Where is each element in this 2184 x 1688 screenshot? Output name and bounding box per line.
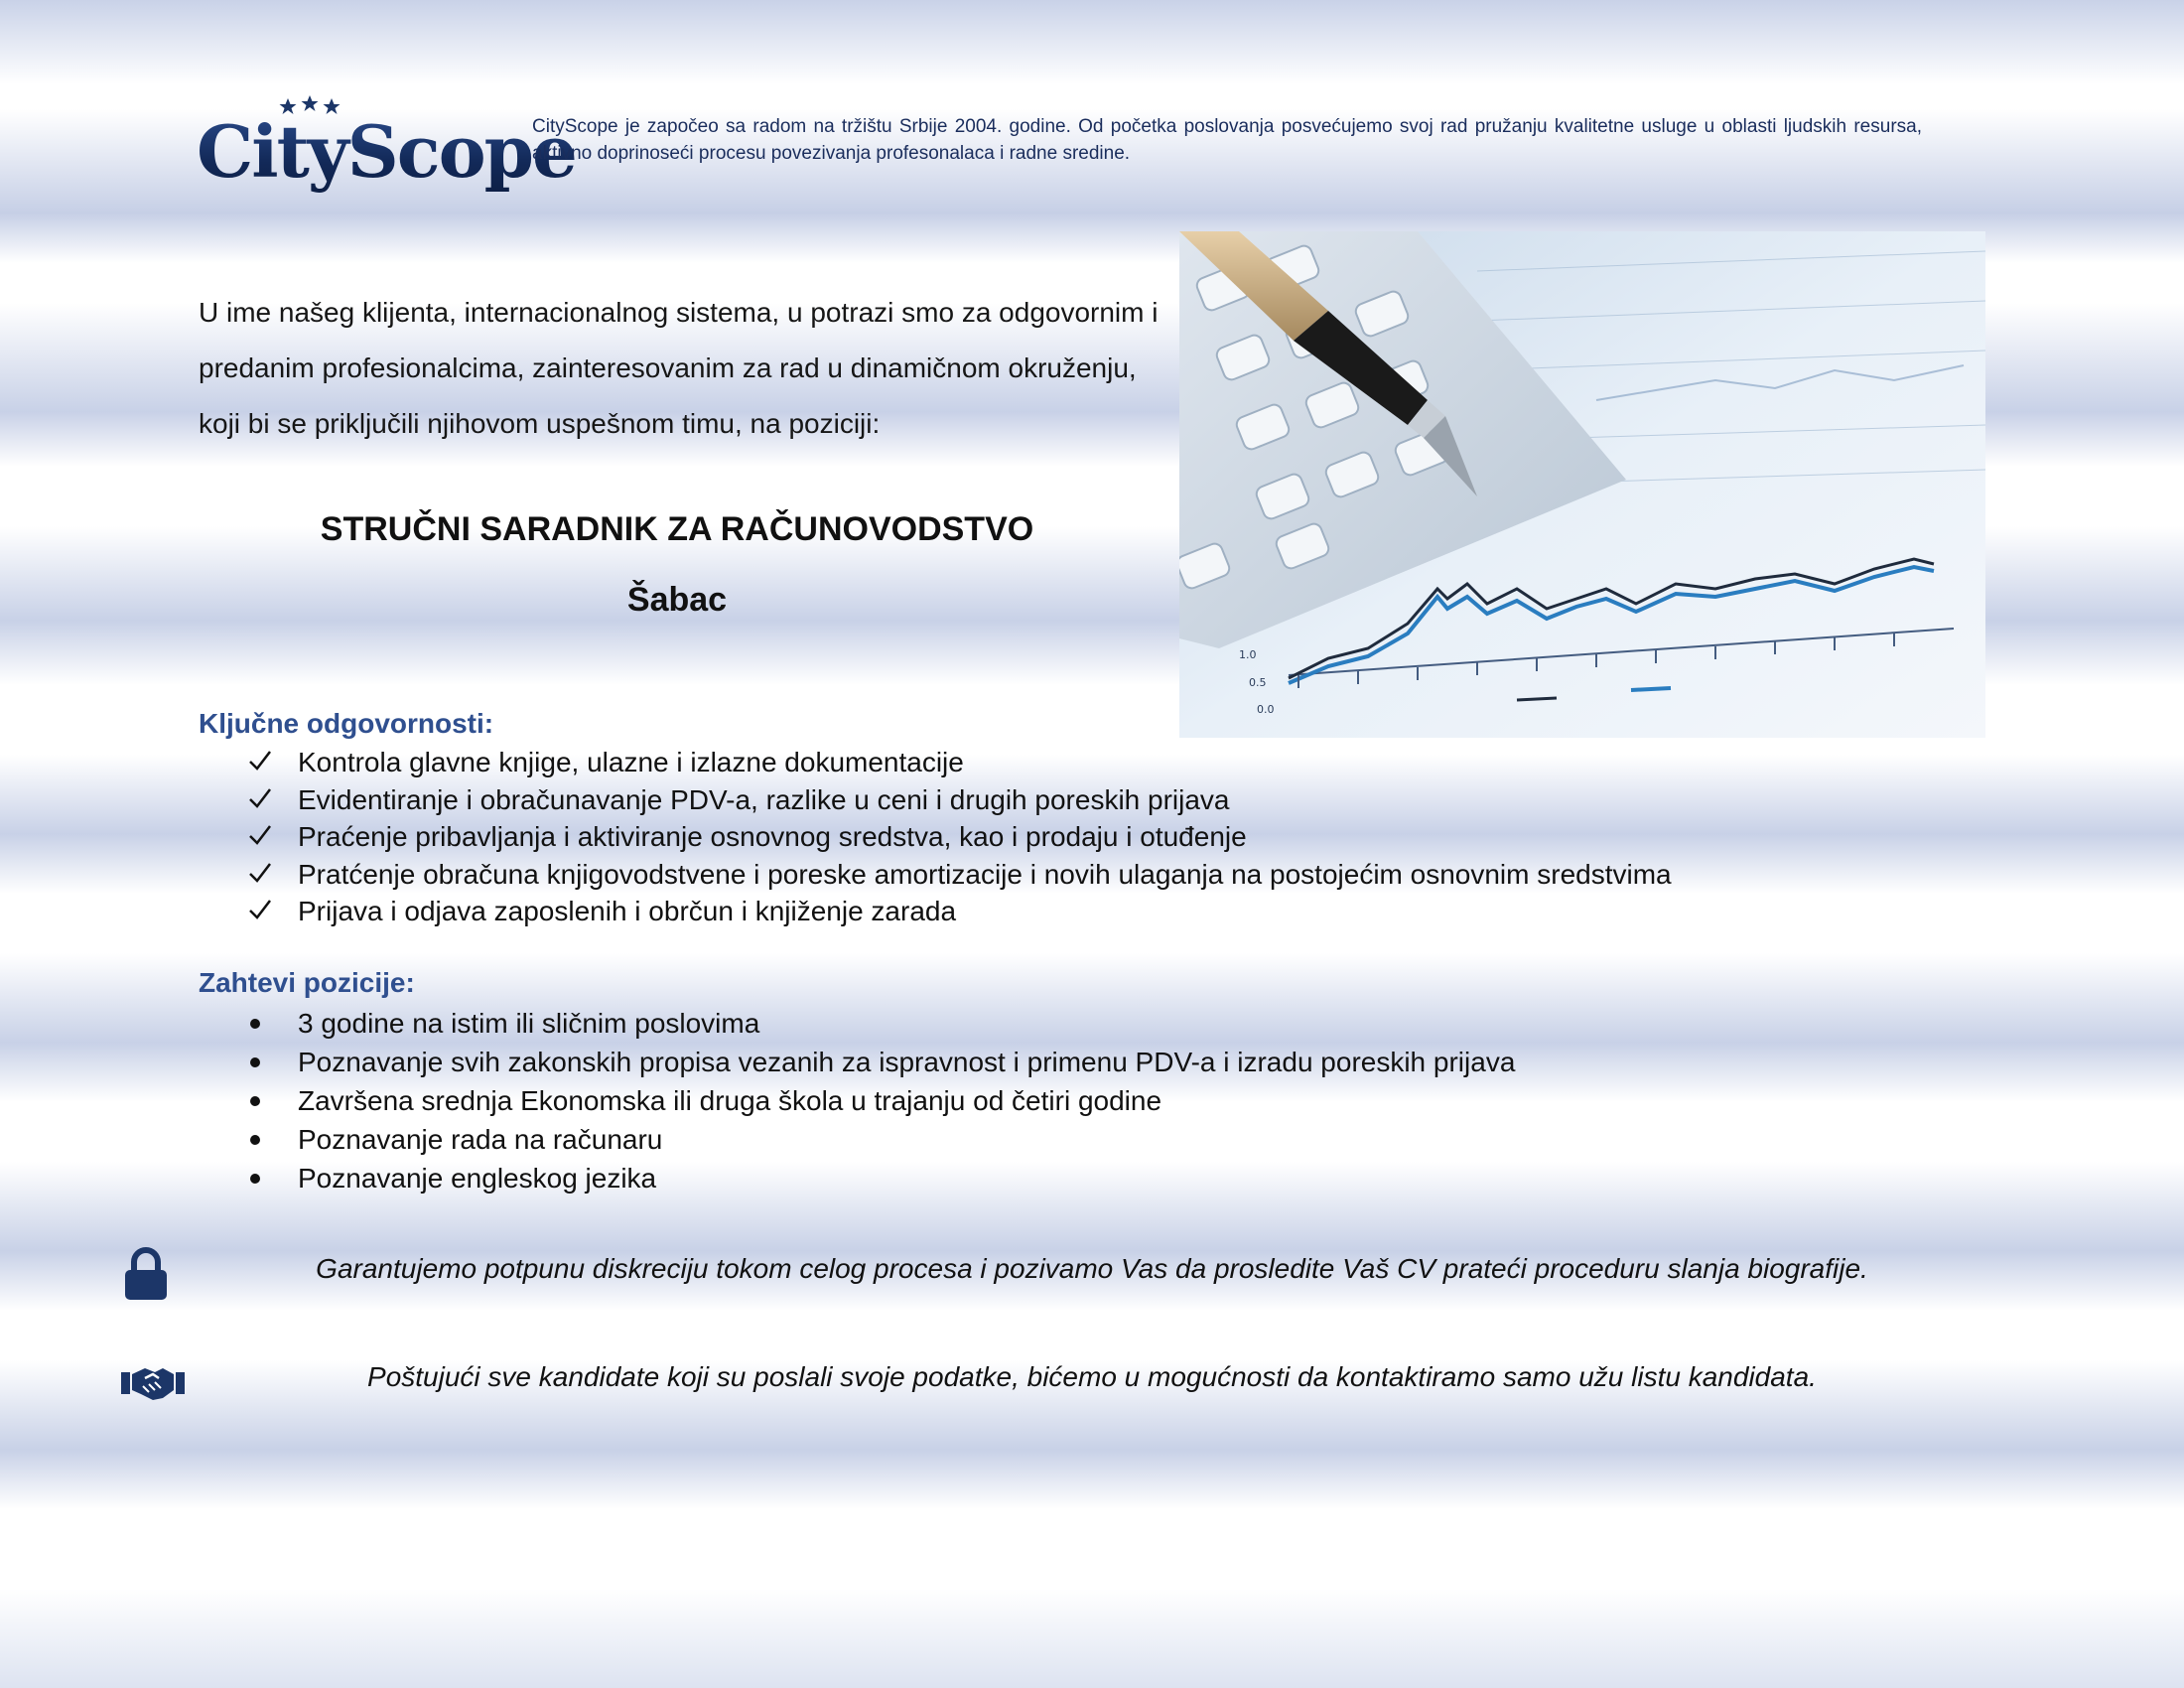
checkmark-icon: [248, 856, 272, 894]
list-item-text: Evidentiranje i obračunavanje PDV-a, razlike u ceni i drugih poreskih prijava: [298, 783, 1230, 815]
list-item-text: Kontrola glavne knjige, ulazne i izlazne dokumentacije: [298, 747, 964, 777]
contact-note: Poštujući sve kandidate koji su poslali svoje podatke, bićemo u mogućnosti da kontaktiramo samo užu listu kandidata.: [367, 1361, 1817, 1392]
lock-icon: [123, 1247, 169, 1306]
list-item-text: Praćenje pribavljanja i aktiviranje osnovnog sredstva, kao i prodaju i otuđenje: [298, 821, 1247, 852]
list-item: [199, 818, 1672, 856]
list-item-text: Pratćenje obračuna knjigovodstvene i poreske amortizacije i novih ulaganja na postojećim osnovnim sredstvima: [298, 858, 1672, 890]
requirements-list: [199, 1004, 1515, 1197]
list-item: [199, 1120, 1515, 1159]
bullet-icon: [250, 1174, 260, 1184]
list-item: [199, 1043, 1515, 1081]
job-title: STRUČNI SARADNIK ZA RAČUNOVODSTVO: [320, 510, 1034, 548]
company-intro: CityScope je započeo sa radom na tržištu Srbije 2004. godine. Od početka poslovanja posvećujemo svoj rad pružanju kvalitetne usluge u oblasti ljudskih resursa, aktivno doprinoseći procesu povezivanja profesonalaca i radne sredine.: [532, 116, 1922, 164]
bullet-icon: [250, 1057, 260, 1067]
discretion-note: Garantujemo potpunu diskreciju tokom celog procesa i pozivamo Vas da prosledite Vaš CV prateći proceduru slanja biografije.: [316, 1253, 1868, 1284]
list-item-text: Poznavanje svih zakonskih propisa vezanih za ispravnost i primenu PDV-a i izradu poreskih prijava: [298, 1047, 1516, 1077]
cityscope-logo: [197, 101, 576, 201]
list-item: [199, 781, 1672, 819]
handshake-icon: [121, 1364, 185, 1407]
calculator-chart-photo: [1179, 231, 1985, 738]
list-item: [199, 1159, 1515, 1197]
list-item-text: Poznavanje engleskog jezika: [298, 1163, 657, 1194]
list-item-text: 3 godine na istim ili sličnim poslovima: [298, 1008, 760, 1039]
logo-wordmark: CityScope: [197, 109, 576, 194]
list-item-text: Prijava i odjava zaposlenih i obrčun i knjiženje zarada: [298, 896, 957, 926]
lead-paragraph: U ime našeg klijenta, internacionalnog sistema, u potrazi smo za odgovornim i predanim profesionalcima, zainteresovanim za rad u dinamičnom okruženju, koji bi se priključili njihovom uspešnom timu, na poziciji:: [199, 297, 1159, 439]
responsibilities-heading: Ključne odgovornosti:: [199, 708, 494, 739]
requirements-heading: Zahtevi pozicije:: [199, 967, 415, 998]
list-item: [199, 1004, 1515, 1043]
list-item: [199, 1081, 1515, 1120]
checkmark-icon: [248, 781, 272, 819]
svg-text:0.5: 0.5: [1249, 676, 1267, 689]
checkmark-icon: [248, 893, 272, 930]
responsibilities-list: [199, 744, 1672, 930]
list-item-text: Poznavanje rada na računaru: [298, 1124, 663, 1155]
list-item-text: Završena srednja Ekonomska ili druga škola u trajanju od četiri godine: [298, 1085, 1162, 1116]
list-item: [199, 893, 1672, 930]
bullet-icon: [250, 1019, 260, 1029]
svg-text:1.0: 1.0: [1239, 648, 1257, 661]
bullet-icon: [250, 1096, 260, 1106]
bullet-icon: [250, 1135, 260, 1145]
svg-text:0.0: 0.0: [1257, 703, 1275, 716]
checkmark-icon: [248, 744, 272, 781]
checkmark-icon: [248, 818, 272, 856]
list-item: [199, 856, 1672, 894]
list-item: [199, 744, 1672, 781]
job-location: Šabac: [626, 581, 728, 619]
